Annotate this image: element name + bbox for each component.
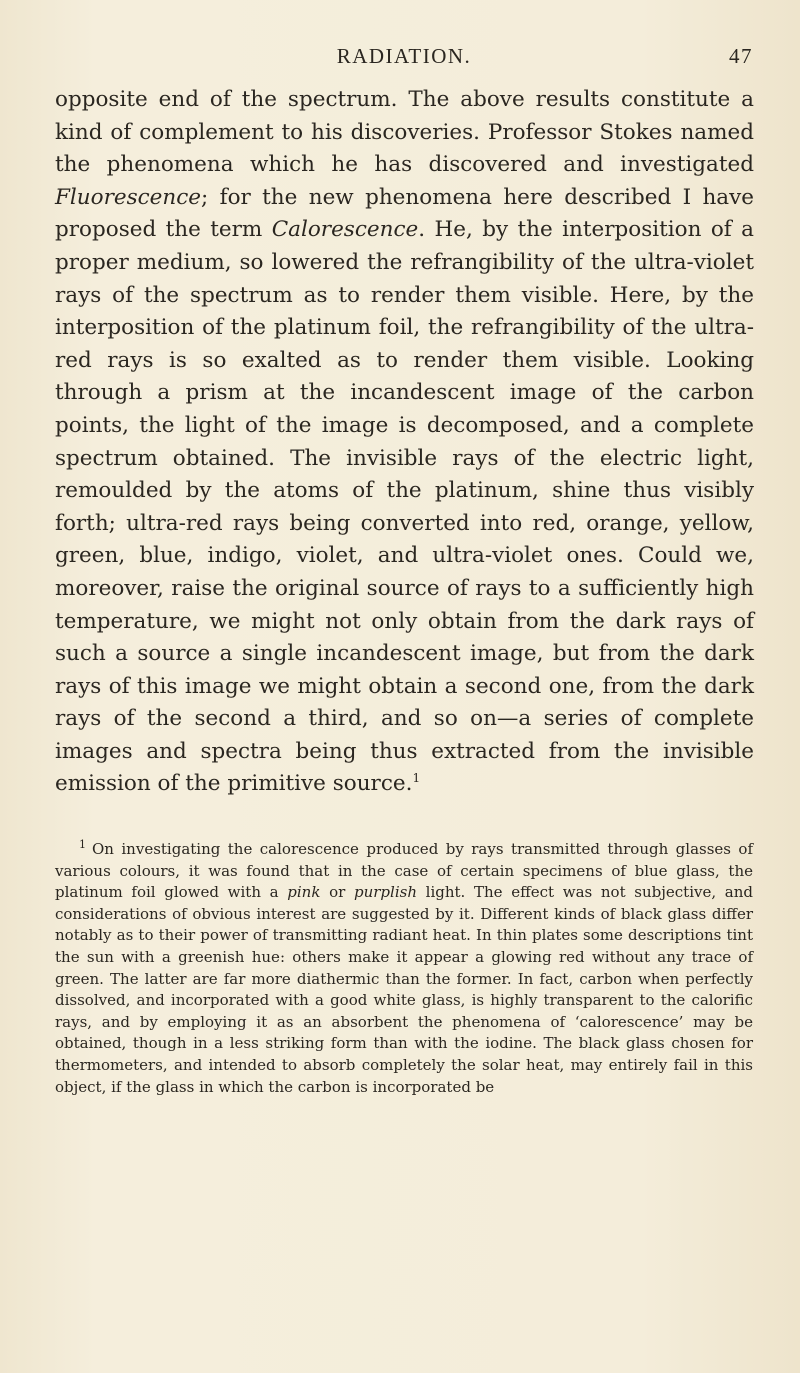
chapter-title: RADIATION.	[336, 44, 472, 68]
footnote-text-1: On investigating the calorescence produced by rays transmitted through glasses of various colours, it was found that in the case of certain specimens of blue glass, the platinum foil glowed with a	[55, 840, 753, 902]
term-fluorescence: Fluorescence	[55, 184, 201, 210]
footnote-purplish: purplish	[354, 883, 417, 902]
term-calorescence: Calorescence	[271, 217, 419, 243]
footnote-or: or	[320, 883, 354, 902]
footnote-marker: 1	[79, 838, 86, 851]
paragraph-text-1: opposite end of the spectrum. The above results constitute a kind of complement to his discoveries. Professor Stokes named the phenomena which he has discovered and investigated	[55, 87, 754, 178]
running-head	[55, 44, 753, 72]
footnote	[55, 839, 753, 1098]
paragraph-text-3: . He, by the interposition of a proper medium, so lowered the refrangibility of the ultra-violet rays of the spectrum as to render them visible. Here, by the interposition of the platinum foil, the refrangibility of the ultra-red rays is so exalted as to render them visible. Looking through a prism at the incandescent image of the carbon points, the light of the image is decomposed, and a complete spectrum obtained. The invisible rays of the electric light, remoulded by the atoms of the platinum, shine thus visibly forth; ultra-red rays being converted into red, orange, yellow, green, blue, indigo, violet, and ultra-violet ones. Could we, moreover, raise the original source of rays to a sufficiently high temperature, we might not only obtain from the dark rays of such a source a single incandescent image, but from the dark rays of this image we might obtain a second one, from the dark rays of the second a third, and so on—a series of complete images and spectra being thus extracted from the invisible emission of the primitive source.	[55, 217, 754, 797]
main-text	[55, 84, 754, 801]
paragraph-text-2: ; for the new phenomena here described I have proposed the term	[55, 184, 754, 243]
body-paragraph	[55, 84, 754, 801]
footnote-reference[interactable]: 1	[412, 771, 421, 786]
footnote-pink: pink	[287, 883, 321, 902]
footnote-paragraph	[55, 839, 753, 1098]
footnote-text-2: light. The effect was not subjective, and considerations of obvious interest are suggested by it. Different kinds of black glass differ notably as to their power of transmitting radiant heat. In thin plates some descriptions tint the sun with a greenish hue: others make it appear a glowing red without any trace of green. The latter are far more diathermic than the former. In fact, carbon when perfectly dissolved, and incorporated with a good white glass, is highly transparent to the calorific rays, and by employing it as an absorbent the phenomena of ‘calorescence’ may be obtained, though in a less striking form than with the iodine. The black glass chosen for thermometers, and intended to absorb completely the solar heat, may entirely fail in this object, if the glass in which the carbon is incorporated be	[55, 883, 753, 1096]
page-number: 47	[729, 44, 753, 68]
